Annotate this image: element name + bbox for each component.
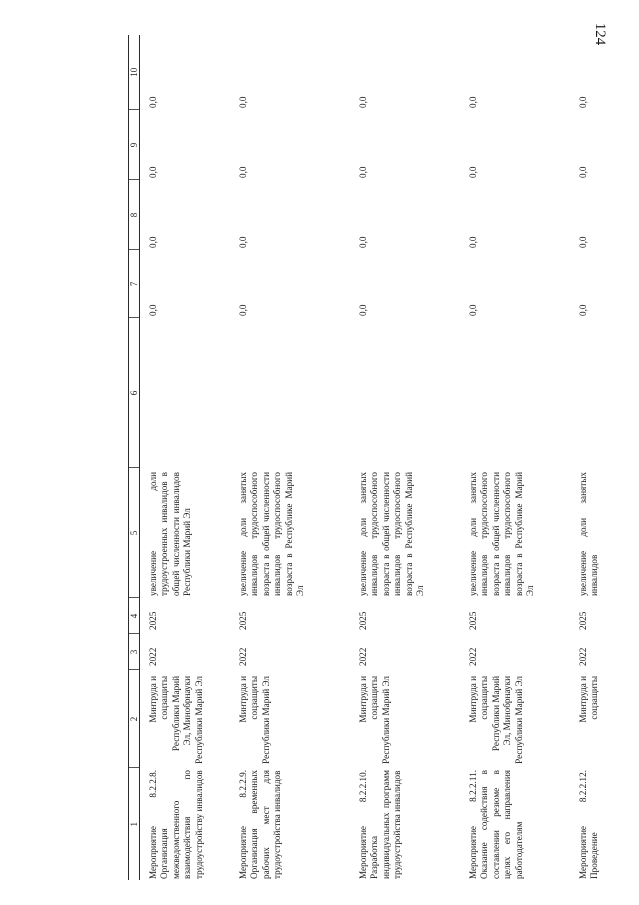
table-row xyxy=(230,35,350,880)
responsible-executor: Минтруда и соцзащиты xyxy=(578,676,600,723)
end-year: 2025 xyxy=(238,611,248,630)
table-row xyxy=(350,35,460,880)
start-year: 2022 xyxy=(468,647,478,666)
value-col9: 0,0 xyxy=(238,166,248,178)
value-col10: 0,0 xyxy=(238,96,248,108)
value-col9: 0,0 xyxy=(468,166,478,178)
responsible-executor: Минтруда и соцзащиты Республики Марий Эл xyxy=(358,676,391,764)
end-year: 2025 xyxy=(468,611,478,630)
expected-result: увеличение доли занятых инвалидов трудоспособного возраста в общей численности инвалидов трудоспособного возраста в Республике Марий Эл xyxy=(358,472,426,596)
header-row xyxy=(129,35,140,880)
value-col8: 0,0 xyxy=(468,236,478,248)
value-col8: 0,0 xyxy=(238,236,248,248)
value-col10: 0,0 xyxy=(148,96,158,108)
program-table xyxy=(128,35,637,880)
activity-name: Мероприятие 8.2.2.9. Организация временных рабочих мест для трудоустройства инвалидов xyxy=(238,770,283,879)
page-number: 124 xyxy=(592,22,608,46)
start-year: 2022 xyxy=(578,647,588,666)
activity-name: Мероприятие 8.2.2.8. Организация межведомственного взаимодействия по трудоустройству инвалидов xyxy=(148,770,204,879)
col-header-8: 8 xyxy=(129,180,140,250)
value-col8: 0,0 xyxy=(358,236,368,248)
col6-cell xyxy=(570,318,637,468)
value-col7: 0,0 xyxy=(578,304,588,316)
value-col9: 0,0 xyxy=(148,166,158,178)
activity-name: Мероприятие 8.2.2.10. Разработка индивидуальных программ трудоустройства инвалидов xyxy=(358,770,403,879)
rotated-table-container xyxy=(128,35,628,880)
value-col9: 0,0 xyxy=(578,166,588,178)
expected-result: увеличение доли занятых инвалидов трудоспособного возраста в общей численности инвалидов трудоспособного возраста в Республике Марий Эл xyxy=(238,472,306,596)
col6-cell xyxy=(140,318,231,468)
expected-result: увеличение доли занятых инвалидов xyxy=(578,472,600,596)
end-year: 2025 xyxy=(358,611,368,630)
value-col10: 0,0 xyxy=(468,96,478,108)
col-header-6: 6 xyxy=(129,318,140,468)
responsible-executor: Минтруда и соцзащиты Республики Марий Эл xyxy=(238,676,271,764)
col-header-4: 4 xyxy=(129,598,140,634)
end-year: 2025 xyxy=(578,611,588,630)
value-col8: 0,0 xyxy=(578,236,588,248)
value-col7: 0,0 xyxy=(238,304,248,316)
col-header-1: 1 xyxy=(129,768,140,880)
responsible-executor: Минтруда и соцзащиты Республики Марий Эл, Минобрнауки Республики Марий Эл xyxy=(148,676,204,764)
start-year: 2022 xyxy=(238,647,248,666)
value-col7: 0,0 xyxy=(358,304,368,316)
value-col7: 0,0 xyxy=(148,304,158,316)
value-col7: 0,0 xyxy=(468,304,478,316)
value-col9: 0,0 xyxy=(358,166,368,178)
table-row xyxy=(570,35,637,880)
col6-cell xyxy=(230,318,350,468)
col6-cell xyxy=(350,318,460,468)
col-header-3: 3 xyxy=(129,634,140,670)
value-col10: 0,0 xyxy=(578,96,588,108)
col6-cell xyxy=(460,318,570,468)
table-row xyxy=(460,35,570,880)
value-col10: 0,0 xyxy=(358,96,368,108)
col-header-9: 9 xyxy=(129,110,140,180)
start-year: 2022 xyxy=(148,647,158,666)
expected-result: увеличение доли трудоустроенных инвалидов в общей численности инвалидов Республики Марий Эл xyxy=(148,472,193,596)
table-row xyxy=(140,35,231,880)
col-header-5: 5 xyxy=(129,468,140,598)
activity-name: Мероприятие 8.2.2.11. Оказание содействия в составлении резюме в целях его направления работодателям xyxy=(468,770,524,879)
col-header-2: 2 xyxy=(129,670,140,768)
expected-result: увеличение доли занятых инвалидов трудоспособного возраста в общей численности инвалидов трудоспособного возраста в Республике Марий Эл xyxy=(468,472,536,596)
col-header-7: 7 xyxy=(129,250,140,318)
end-year: 2025 xyxy=(148,611,158,630)
col-header-10: 10 xyxy=(129,35,140,110)
responsible-executor: Минтруда и соцзащиты Республики Марий Эл, Минобрнауки Республики Марий Эл xyxy=(468,676,524,764)
start-year: 2022 xyxy=(358,647,368,666)
activity-name: Мероприятие 8.2.2.12. Проведение xyxy=(578,770,600,879)
value-col8: 0,0 xyxy=(148,236,158,248)
